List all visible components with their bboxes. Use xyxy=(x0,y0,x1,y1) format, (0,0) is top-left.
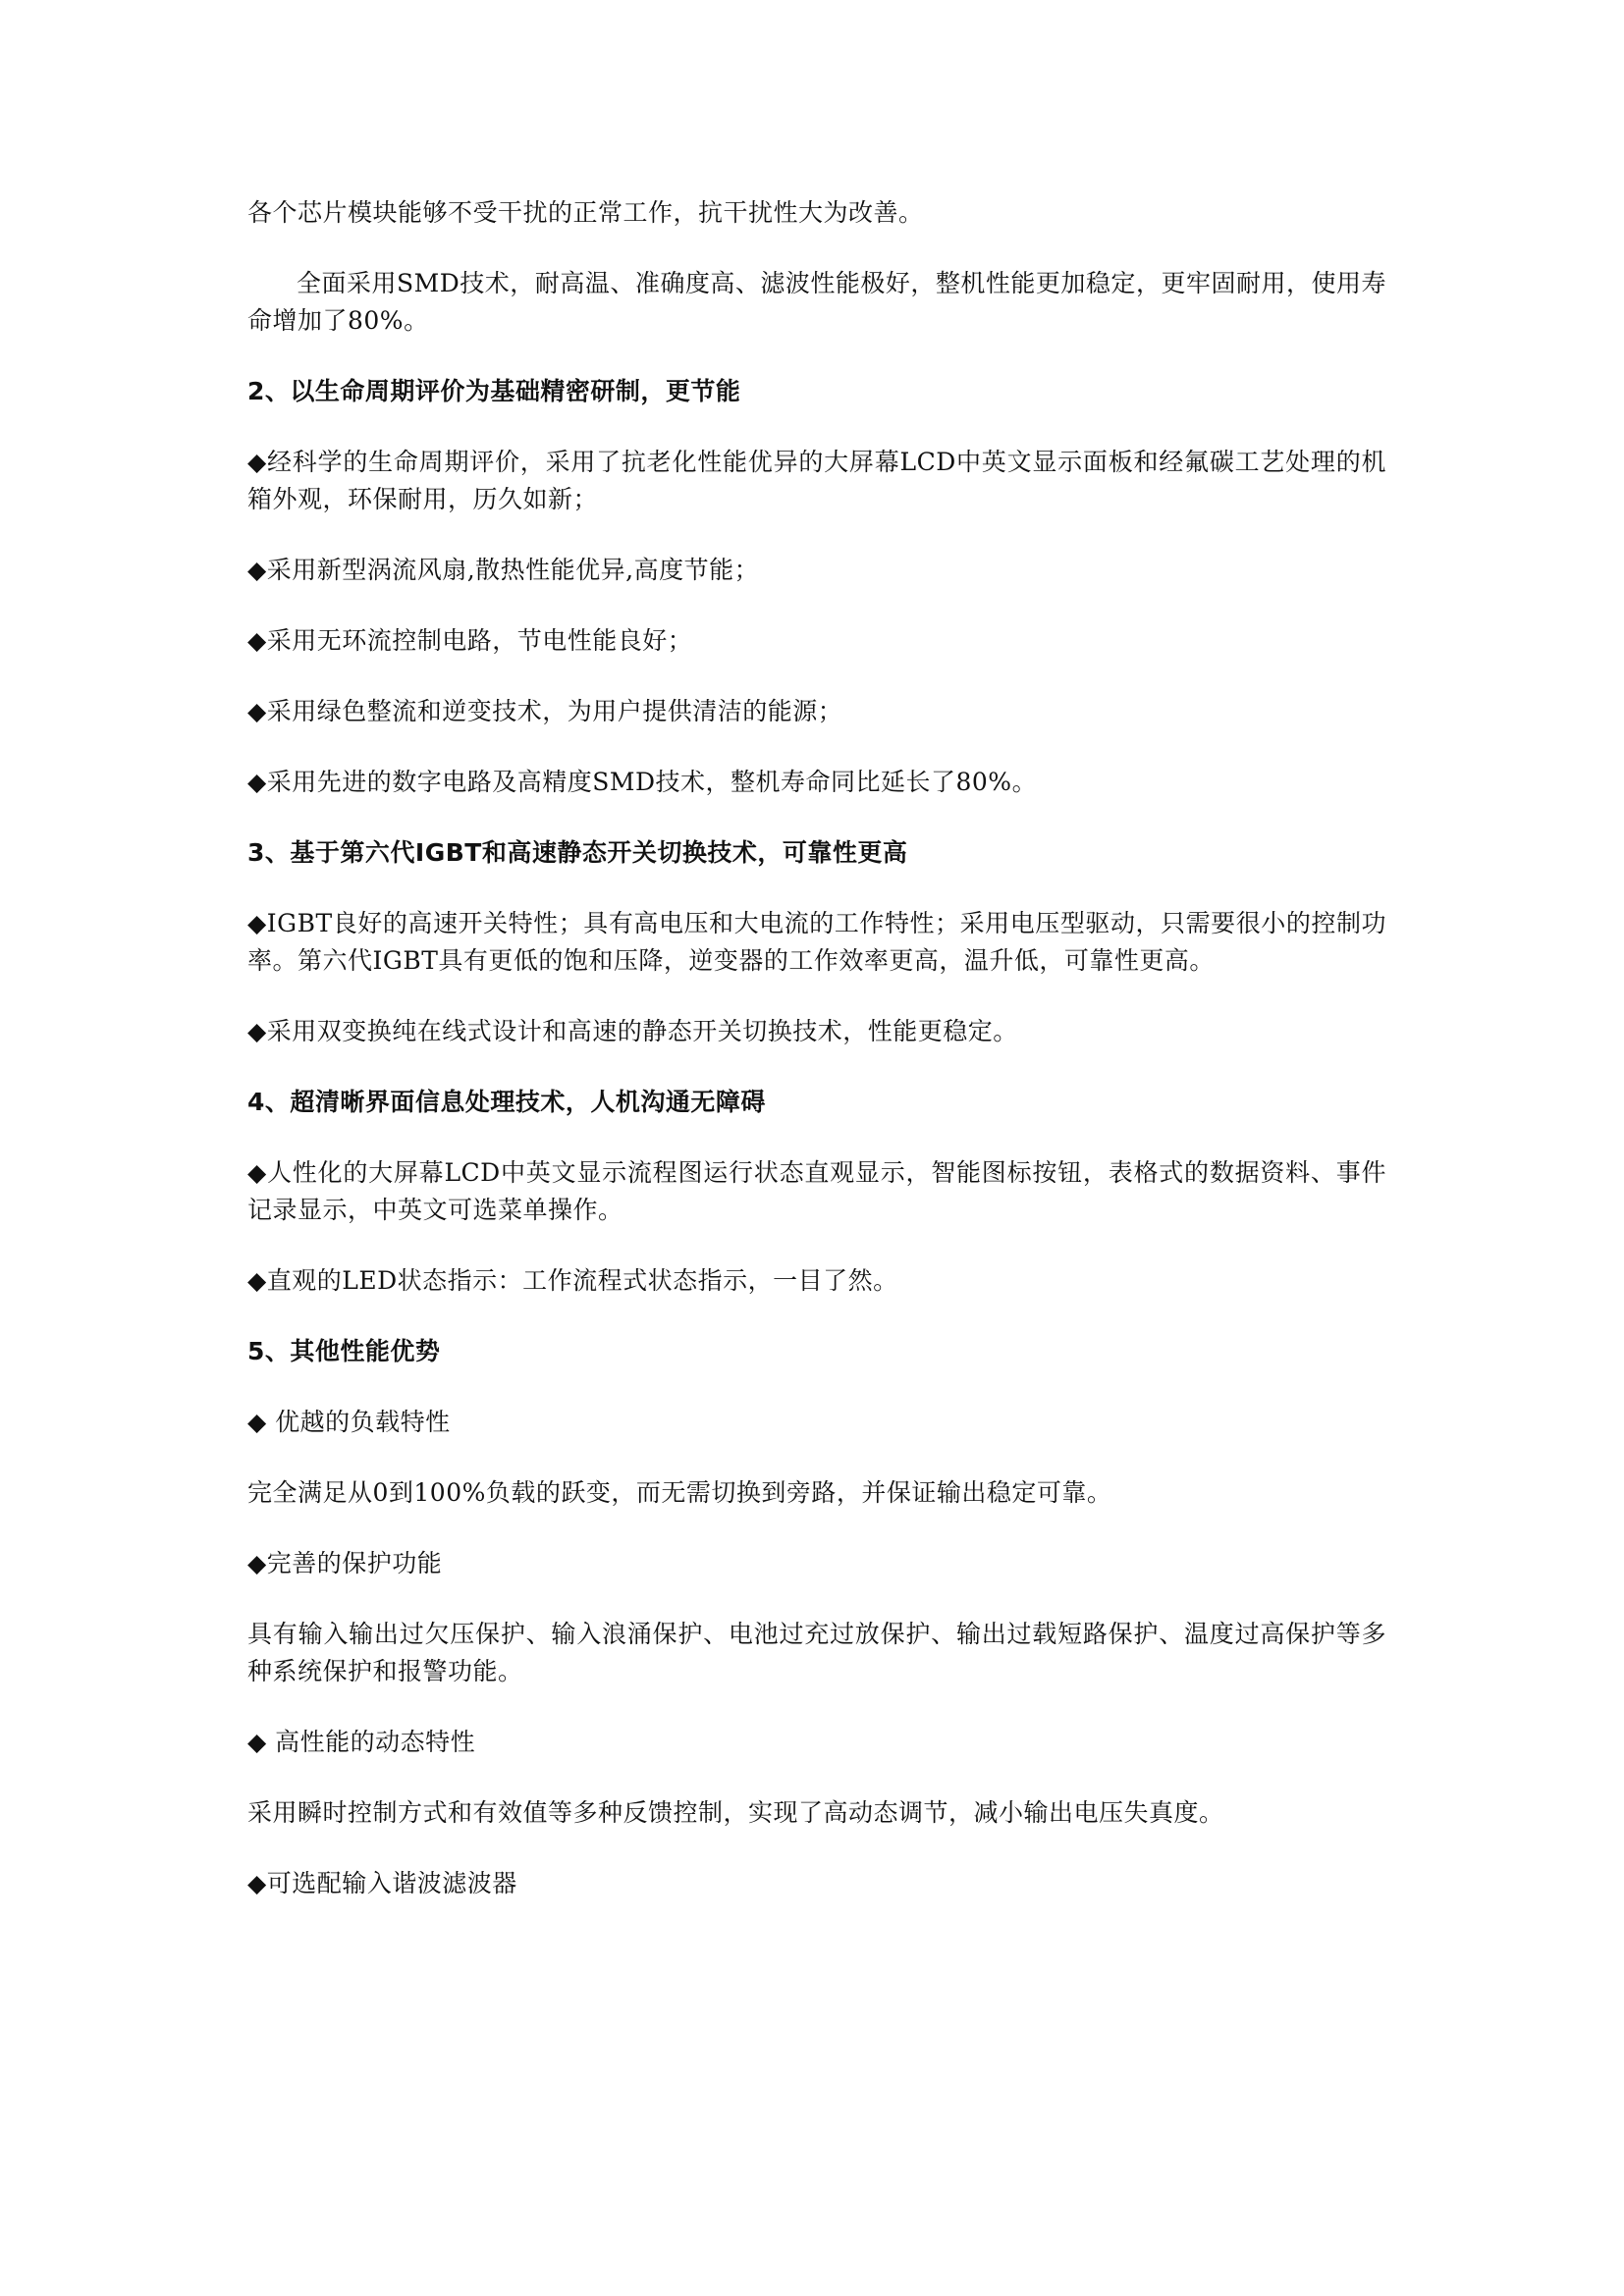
bullet-lcd-display: ◆人性化的大屏幕LCD中英文显示流程图运行状态直观显示，智能图标按钮，表格式的数据资料、事件记录显示，中英文可选菜单操作。 xyxy=(247,1158,1386,1224)
document-body xyxy=(247,194,1386,1902)
bullet-led-indicator: ◆直观的LED状态指示：工作流程式状态指示，一目了然。 xyxy=(247,1266,898,1295)
paragraph-smd-technology: 全面采用SMD技术，耐高温、准确度高、滤波性能极好，整机性能更加稳定，更牢固耐用，使用寿命增加了80%。 xyxy=(247,269,1386,335)
bullet-load-characteristics: ◆ 优越的负载特性 xyxy=(247,1408,451,1436)
bullet-vortex-fan: ◆采用新型涡流风扇,散热性能优异,高度节能； xyxy=(247,556,760,584)
bullet-digital-circuit-smd: ◆采用先进的数字电路及高精度SMD技术，整机寿命同比延长了80%。 xyxy=(247,768,1038,796)
bullet-harmonic-filter: ◆可选配输入谐波滤波器 xyxy=(247,1869,517,1897)
paragraph-chip-modules: 各个芯片模块能够不受干扰的正常工作，抗干扰性大为改善。 xyxy=(247,198,924,227)
paragraph-load-step: 完全满足从0到100%负载的跃变，而无需切换到旁路，并保证输出稳定可靠。 xyxy=(247,1478,1112,1507)
paragraph-dynamic-control: 采用瞬时控制方式和有效值等多种反馈控制，实现了高动态调节，减小输出电压失真度。 xyxy=(247,1798,1224,1827)
heading-section-2: 2、以生命周期评价为基础精密研制，更节能 xyxy=(247,377,741,405)
bullet-green-rectifier-inverter: ◆采用绿色整流和逆变技术，为用户提供清洁的能源； xyxy=(247,697,843,725)
heading-section-5: 5、其他性能优势 xyxy=(247,1337,441,1365)
paragraph-protection-details: 具有输入输出过欠压保护、输入浪涌保护、电池过充过放保护、输出过载短路保护、温度过高保护等多种系统保护和报警功能。 xyxy=(247,1620,1386,1685)
bullet-igbt-characteristics: ◆IGBT良好的高速开关特性；具有高电压和大电流的工作特性；采用电压型驱动，只需要很小的控制功率。第六代IGBT具有更低的饱和压降，逆变器的工作效率更高，温升低，可靠性更高。 xyxy=(247,909,1386,975)
bullet-circulation-free-circuit: ◆采用无环流控制电路，节电性能良好； xyxy=(247,626,693,655)
bullet-lifecycle-evaluation: ◆经科学的生命周期评价，采用了抗老化性能优异的大屏幕LCD中英文显示面板和经氟碳工艺处理的机箱外观，环保耐用，历久如新； xyxy=(247,448,1386,513)
bullet-double-conversion: ◆采用双变换纯在线式设计和高速的静态开关切换技术，性能更稳定。 xyxy=(247,1017,1018,1045)
heading-section-3: 3、基于第六代IGBT和高速静态开关切换技术，可靠性更高 xyxy=(247,838,908,867)
bullet-protection-functions: ◆完善的保护功能 xyxy=(247,1549,443,1577)
heading-section-4: 4、超清晰界面信息处理技术，人机沟通无障碍 xyxy=(247,1088,766,1116)
bullet-dynamic-characteristics: ◆ 高性能的动态特性 xyxy=(247,1728,476,1756)
